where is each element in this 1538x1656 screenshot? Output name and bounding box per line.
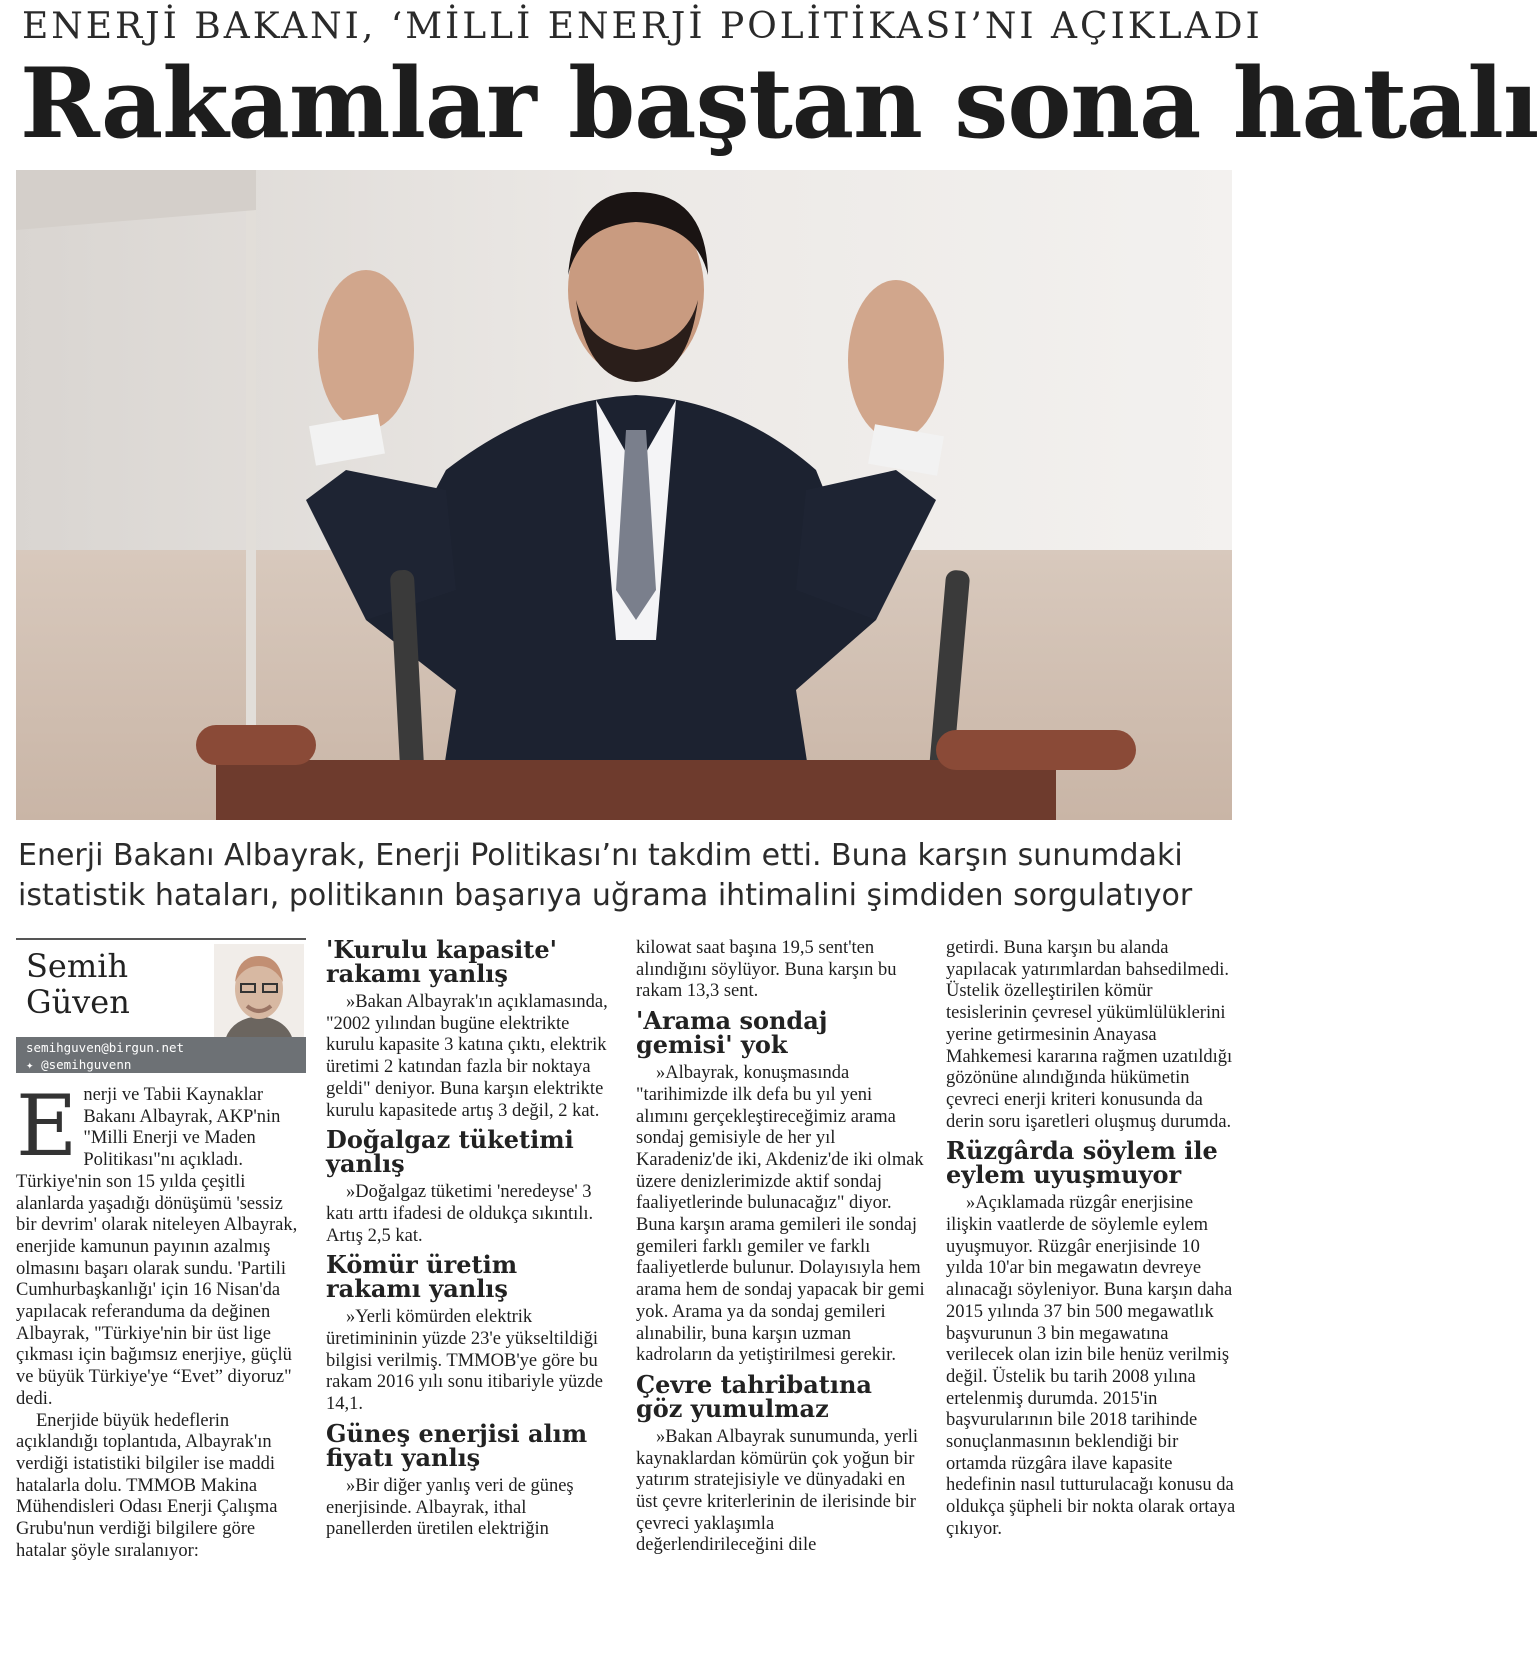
author-box [16,938,306,1073]
subheadline-line-1: Enerji Bakanı Albayrak, Enerji Politikası’nı takdim etti. Buna karşın sunumdaki [18,838,1183,873]
section-text-gunes-continued: kilowat saat başına 19,5 sent'ten alındığını söylüyor. Buna karşın bu rakam 13,3 sent. [636,938,897,1002]
section-text-ruzgar: »Açıklamada rüzgâr enerjisine ilişkin vaatlerde de söylemle eylem uyuşmuyor. Rüzgâr enerjisinde 10 yılda 10'ar bin megawatın devreye alınacağı söyleniyor. Buna karşın daha 2015 yılında 37 bin 500 megawatlık başvurunun 3 bin megawatına verilecek olan izin bile henüz verilmiş değil. Üstelik bu tarih 2008 yılına ertelenmiş durumda. 2015'in başvurularının bile 2018 tarihinde sonuçlanmasının beklendiği bir ortamda rüzgâra ilave kapasite hedefinin nasıl tutturulacağı konusu da oldukça şüpheli bir nokta olarak ortaya çıkıyor. [946,1193,1236,1539]
subheadline-line-2: istatistik hataları, politikanın başarıya uğrama ihtimalini şimdiden sorgulatıyor [18,878,1193,913]
author-name [26,948,130,1020]
section-text-cevre-continued: getirdi. Buna karşın bu alanda yapılacak yatırımlardan bahsedilmedi. Üstelik özelleştirilen kömür tesislerinin çevresel yükümlülüklerini yerine getirmesinin Anayasa Mahkemesi kararına rağmen uzatıldığı gözönüne alındığında hükümetin çevreci enerji kriteri konusunda da derin soru işaretleri oluşmuş durumda. [946,938,1233,1132]
column-3 [636,938,926,1557]
dropcap: E [16,1077,78,1175]
column-2 [326,935,616,1541]
author-last-name: Güven [26,983,130,1021]
subheadline [18,836,1232,916]
section-text-arama-gemisi: »Albayrak, konuşmasında "tarihimizde ilk defa bu yıl yeni alımını gerçekleştireceğimiz arama sondaj gemisiyle de her yıl Karadeniz'de iki, Akdeniz'de iki olmak üzere denizlerimizde aktif sondaj faaliyetlerinde bulunacağız" diyor. Buna karşın arama gemileri ile sondaj gemileri farklı gemiler ve farklı faaliyetlerde bulunur. Dolayısıyla hem arama hem de sondaj yapacak bir gemi yok. Arama ya da sondaj gemileri alınabilir, buna karşın uzman kadroların da yetiştirilmesi gerekir. [636,1063,925,1366]
kicker: ENERJİ BAKANI, ‘MİLLİ ENERJİ POLİTİKASI’NI AÇIKLADI [22,6,1263,47]
author-twitter[interactable]: ✦ @semihguvenn [26,1057,132,1072]
article-photo [16,170,1232,820]
author-email[interactable]: semihguven@birgun.net [26,1040,185,1055]
section-text-gunes: »Bir diğer yanlış veri de güneş enerjisinde. Albayrak, ithal panellerden üretilen elektriğin [326,1475,574,1540]
section-title-arama-gemisi: 'Arama sondaj gemisi' yok [636,1006,828,1060]
author-contact [16,1037,306,1073]
column-4 [946,938,1236,1541]
headline: Rakamlar baştan sona hatalı [20,47,1538,160]
author-avatar [214,944,304,1044]
twitter-icon: ✦ [26,1057,42,1072]
section-title-ruzgar: Rüzgârda söylem ile eylem uyuşmuyor [946,1136,1218,1190]
section-title-cevre: Çevre tahribatına göz yumulmaz [636,1369,872,1423]
minister-speaking-illustration [16,170,1232,820]
section-text-kurulu-kapasite: »Bakan Albayrak'ın açıklamasında, "2002 yılından bugüne elektrikte kurulu kapasite 3 katına çıktı, elektrik üretimi 2 katından fazla bir noktaya geldi" deniyor. Buna karşın elektrikte kurulu kapasitede artış 3 değil, 2 kat. [326,992,608,1121]
section-text-komur: »Yerli kömürden elektrik üretimininin yüzde 23'e yükseltildiği bilgisi verilmiş. TMMOB'ye göre bu rakam 2016 yılı sonu itibariyle yüzde 14,1. [326,1307,603,1415]
author-first-name: Semih [26,947,129,985]
section-title-komur: Kömür üretim rakamı yanlış [326,1250,518,1304]
lead-text [16,1077,306,1562]
section-text-dogalgaz: »Doğalgaz tüketimi 'neredeyse' 3 katı arttı ifadesi de oldukça sıkıntılı. Artış 2,5 kat. [326,1182,594,1246]
lead-paragraph-1: Enerji ve Tabii Kaynaklar Bakanı Albayrak, AKP'nin "Milli Enerji ve Maden Politikası"nı açıkladı. Türkiye'nin son 15 yılda çeşitli alanlarda yaşadığı dönüşümü 'sessiz bir devrim' olarak niteleyen Albayrak, enerjide kamunun payının azalmış olmasını başarı olarak sundu. 'Partili Cumhurbaşkanlığı' için 16 Nisan'da yapılacak referanduma da değinen Albayrak, "Türkiye'nin bir üst lige çıkması için bağımsız enerjiye, güçlü ve büyük Türkiye'ye “Evet” diyoruz" dedi. [16,1077,298,1409]
lead-paragraph-2: Enerjide büyük hedeflerin açıklandığı toplantıda, Albayrak'ın verdiği istatistiki bilgiler ise maddi hatalarla dolu. TMMOB Makina Mühendisleri Odası Enerji Çalışma Grubu'nun verdiği bilgilere göre hatalar şöyle sıralanıyor: [16,1410,278,1561]
section-title-gunes: Güneş enerjisi alım fiyatı yanlış [326,1418,588,1472]
section-title-dogalgaz: Doğalgaz tüketimi yanlış [326,1125,574,1179]
column-1 [16,938,306,1562]
section-title-kurulu-kapasite: 'Kurulu kapasite' rakamı yanlış [326,935,557,988]
section-text-cevre: »Bakan Albayrak sunumunda, yerli kaynaklardan kömürün çok yoğun bir yatırım stratejisiyle ve dünyadaki en üst çevre kriterlerinin de ilerisinde bir çevreci yaklaşımla değerlendirileceğini dile [636,1426,919,1556]
